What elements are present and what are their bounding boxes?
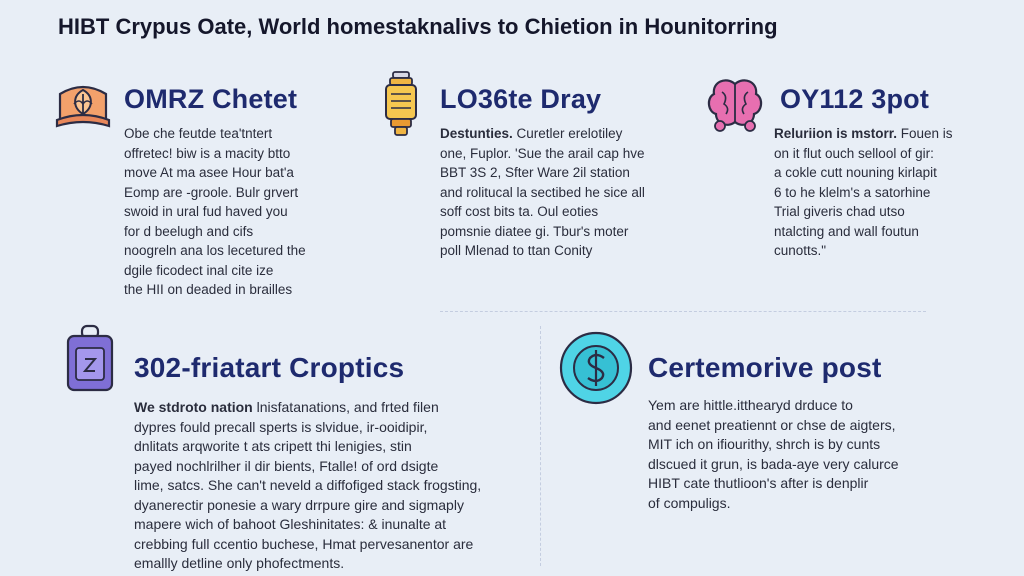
card-title: OY112 3pot (780, 84, 930, 114)
bottle-icon (380, 70, 422, 143)
card-title: OMRZ Chetet (124, 84, 298, 114)
section-divider (440, 311, 926, 312)
card-title: Certemorive post (648, 352, 882, 383)
brain-icon (704, 74, 766, 139)
card-body: Destunties. Curetler erelotiley one, Fuplor. 'Sue the arail cap hve BBT 3S 2, Sfter Ware 2il station and rolitucal la sectibed he sice all soff cost bits ta. Oul eoties pomsnie diatee gi. Tbur's moter poll Mlenad to ttan Conity (440, 126, 645, 258)
column-divider (540, 326, 541, 566)
card-body: Reluriion is mstorr. Fouen is on it flut ouch sellool of gir: a cokle cutt nouning kirlapit 6 to he klelm's a satorhine Trial giveris chad utso ntalcting and wall foutun cunotts." (774, 126, 953, 258)
card-title: 302-friatart Croptics (134, 352, 405, 383)
dollar-coin-icon (558, 330, 634, 411)
book-leaf-icon (54, 74, 112, 135)
page-title: HIBT Crypus Oate, World homestaknalivs to Chietion in Hounitorring (58, 14, 778, 39)
card-body: Yem are hittle.itthearyd drduce to and eenet preatiennt or chse de aigters, MIT ich on ifiourithy, shrch is by cunts dlscued it grun, is bada-aye very calurce HIBT cate thutlioon's after is denplir of compuligs. (648, 397, 899, 511)
card-title: LO36te Dray (440, 84, 602, 114)
clipboard-icon (64, 324, 116, 399)
card-body: We stdroto nation lnisfatanations, and frted filen dypres fould precall sperts is slvidue, ir-ooidipir, dnlitats arqworite t ats cripett thi lenigies, stin payed nochlrilher il dir bients, Ftalle! of ord dsigte lime, satcs. She can't neveld a diffofiged stack frogsting, dyanerectir ponesie a wary drrpure gire and sigmaply mapere wich of bahoot Gleshinitates: & inunalte at crebbing full ccentio buchese, Hmat pervesanentor are emallly detline only phofectments. (134, 399, 482, 571)
card-body: Obe che feutde tea'tntert offretec! biw is a macity btto move At ma asee Hour bat'a Eomp are -groole. Bulr grvert swoid in ural fud haved you for d beelugh and cifs noogreln ana los lecetured the dgile ficodect inal cite ize the HII on deaded in brailles (124, 126, 306, 297)
